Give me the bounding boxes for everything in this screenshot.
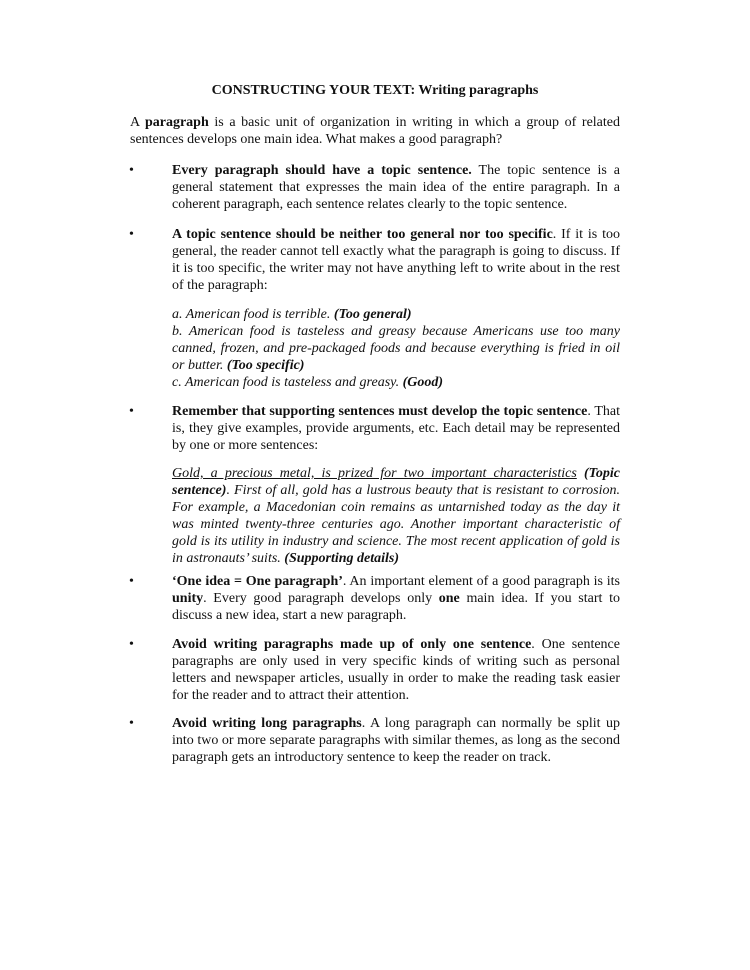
item-text: The topic sentence is a general statement that expresses the main idea of the entire paragraph. In a coherent paragraph, each sentence relates clearly to the topic sentence. — [172, 163, 620, 212]
support-label: (Supporting details) — [284, 551, 400, 566]
item-text: . That is, they give examples, provide arguments, etc. Each detail may be represented by one or more sentences: — [172, 404, 620, 453]
item-text: . A long paragraph can normally be split up into two or more separate paragraphs with similar themes, as long as the second paragraph gets an introductory sentence to keep the reader on track. — [172, 716, 620, 765]
item-text: . One sentence paragraphs are only used in very specific kinds of writing such as personal letters and newspaper articles, usually in order to make the reading task easier for the reader and to attract their attention. — [172, 637, 620, 703]
example-label: (Too general) — [333, 307, 412, 322]
bullet-icon: • — [129, 637, 134, 652]
list-item — [172, 162, 620, 213]
example-c — [172, 374, 620, 391]
item-text: . An important element of a good paragraph is its — [342, 574, 620, 589]
item-keyword: unity — [172, 591, 204, 606]
item-text: . Every good paragraph develops only — [203, 591, 439, 606]
intro-text: A — [130, 115, 145, 130]
list-item — [172, 715, 620, 766]
item-heading: Avoid writing paragraphs made up of only one sentence — [172, 637, 532, 652]
gold-example — [172, 465, 620, 567]
topic-sentence: Gold, a precious metal, is prized for two important characteristics — [172, 466, 577, 481]
list-item — [172, 226, 620, 294]
supporting-text: . First of all, gold has a lustrous beauty that is resistant to corrosion. For example, a Macedonian coin remains as untarnished today as the day it was minted twenty-three centuries ago. Another important characteristic of gold is its utility in industry and science. The most recent application of gold is in astronauts’ suits. — [172, 483, 620, 566]
example-text: a. American food is terrible. — [172, 307, 334, 322]
list-item — [172, 403, 620, 454]
bullet-icon: • — [129, 574, 134, 589]
item-heading: Remember that supporting sentences must develop the topic sentence — [172, 404, 588, 419]
list-item — [172, 573, 620, 624]
page-title: CONSTRUCTING YOUR TEXT: Writing paragraphs — [211, 83, 539, 98]
examples-block — [172, 306, 620, 391]
item-keyword: one — [438, 591, 460, 606]
list-item — [172, 636, 620, 704]
item-heading: A topic sentence should be neither too general nor too specific — [172, 227, 553, 242]
intro-keyword: paragraph — [144, 115, 209, 130]
item-heading: Avoid writing long paragraphs — [172, 716, 362, 731]
item-heading: Every paragraph should have a topic sentence. — [172, 163, 472, 178]
example-text: b. American food is tasteless and greasy because Americans use too many canned, frozen, and pre-packaged foods and because everything is fried in oil or butter. — [172, 324, 620, 373]
topic-label: (Topic sentence) — [172, 466, 620, 498]
bullet-icon: • — [129, 163, 134, 178]
example-a — [172, 306, 620, 323]
bullet-icon: • — [129, 716, 134, 731]
example-b — [172, 323, 620, 374]
intro-paragraph — [130, 114, 620, 148]
example-label: (Too specific) — [226, 358, 305, 373]
item-heading: ‘One idea = One paragraph’ — [172, 574, 343, 589]
intro-text: is a basic unit of organization in writing in which a group of related sentences develops one main idea. What makes a good paragraph? — [130, 115, 620, 147]
example-text: c. American food is tasteless and greasy. — [172, 375, 403, 390]
bullet-icon: • — [129, 404, 134, 419]
item-text: . If it is too general, the reader cannot tell exactly what the paragraph is going to discuss. If it is too specific, the writer may not have anything left to write about in the rest of the paragraph: — [172, 227, 620, 293]
item-text: main idea. If you start to discuss a new idea, start a new paragraph. — [172, 591, 620, 623]
example-label: (Good) — [402, 375, 444, 390]
bullet-icon: • — [129, 227, 134, 242]
